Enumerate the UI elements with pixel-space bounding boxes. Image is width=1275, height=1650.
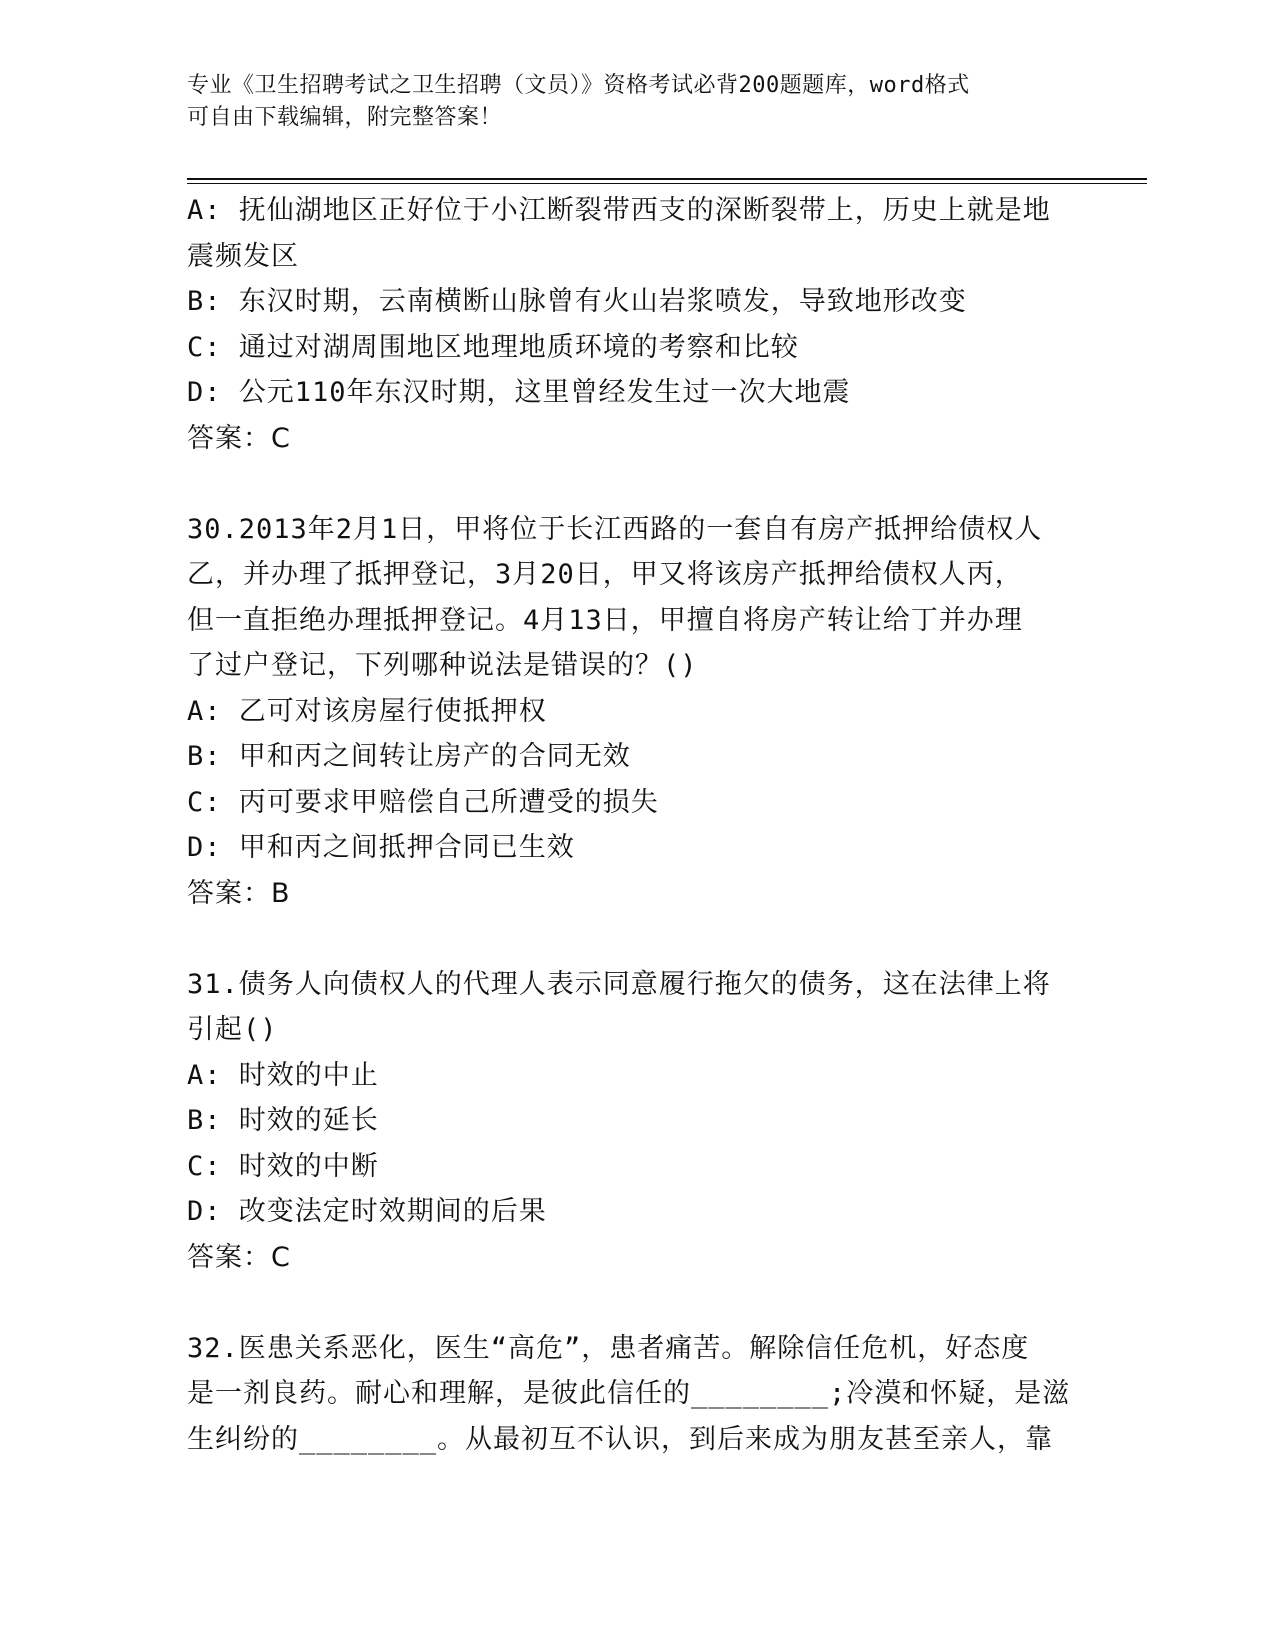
option-a-line-1: A: 抚仙湖地区正好位于小江断裂带西支的深断裂带上，历史上就是地 <box>187 195 1051 226</box>
header-divider-thin <box>187 183 1147 184</box>
spacer <box>187 461 1087 507</box>
question-30 <box>187 507 1087 917</box>
stem-line-3: 但一直拒绝办理抵押登记。4月13日，甲擅自将房产转让给丁并办理 <box>187 604 1023 636</box>
option-a-line-2: 震频发区 <box>187 240 299 272</box>
stem-line-1: 32.医患关系恶化，医生“高危”，患者痛苦。解除信任危机，好态度 <box>187 1332 1030 1364</box>
option-b: B: 东汉时期，云南横断山脉曾有火山岩浆喷发，导致地形改变 <box>187 286 967 317</box>
option-b: B: 甲和丙之间转让房产的合同无效 <box>187 741 631 772</box>
spacer <box>187 1280 1087 1326</box>
option-b: B: 时效的延长 <box>187 1105 379 1136</box>
stem-line-2: 是一剂良药。耐心和理解，是彼此信任的________;冷漠和怀疑，是滋 <box>187 1378 1071 1409</box>
question-32 <box>187 1326 1087 1463</box>
stem-line-2: 引起() <box>187 1014 278 1045</box>
document-header <box>187 70 1087 134</box>
option-c: C: 丙可要求甲赔偿自己所遭受的损失 <box>187 786 659 818</box>
header-line-2: 可自由下载编辑，附完整答案！ <box>187 105 503 130</box>
question-list <box>187 188 1087 1462</box>
option-c: C: 通过对湖周围地区地理地质环境的考察和比较 <box>187 331 799 363</box>
option-d: D: 公元110年东汉时期，这里曾经发生过一次大地震 <box>187 377 851 408</box>
stem-line-2: 乙，并办理了抵押登记，3月20日，甲又将该房产抵押给债权人丙， <box>187 559 1023 590</box>
stem-line-3: 生纠纷的________。从最初互不认识，到后来成为朋友甚至亲人，靠 <box>187 1423 1054 1455</box>
header-line-1: 专业《卫生招聘考试之卫生招聘（文员）》资格考试必背200题题库，word格式 <box>187 73 970 98</box>
question-31 <box>187 962 1087 1281</box>
spacer <box>187 916 1087 962</box>
answer: 答案：C <box>187 1241 291 1273</box>
header-divider-thick <box>187 178 1147 180</box>
option-a: A: 乙可对该房屋行使抵押权 <box>187 695 547 727</box>
question-29 <box>187 188 1087 461</box>
option-a: A: 时效的中止 <box>187 1059 379 1091</box>
answer: 答案：B <box>187 877 291 909</box>
option-d: D: 改变法定时效期间的后果 <box>187 1196 547 1227</box>
answer: 答案：C <box>187 422 291 454</box>
stem-line-4: 了过户登记，下列哪种说法是错误的？() <box>187 650 698 681</box>
option-c: C: 时效的中断 <box>187 1150 379 1182</box>
option-d: D: 甲和丙之间抵押合同已生效 <box>187 832 575 863</box>
stem-line-1: 31.债务人向债权人的代理人表示同意履行拖欠的债务，这在法律上将 <box>187 968 1051 1000</box>
stem-line-1: 30.2013年2月1日，甲将位于长江西路的一套自有房产抵押给债权人 <box>187 513 1043 545</box>
